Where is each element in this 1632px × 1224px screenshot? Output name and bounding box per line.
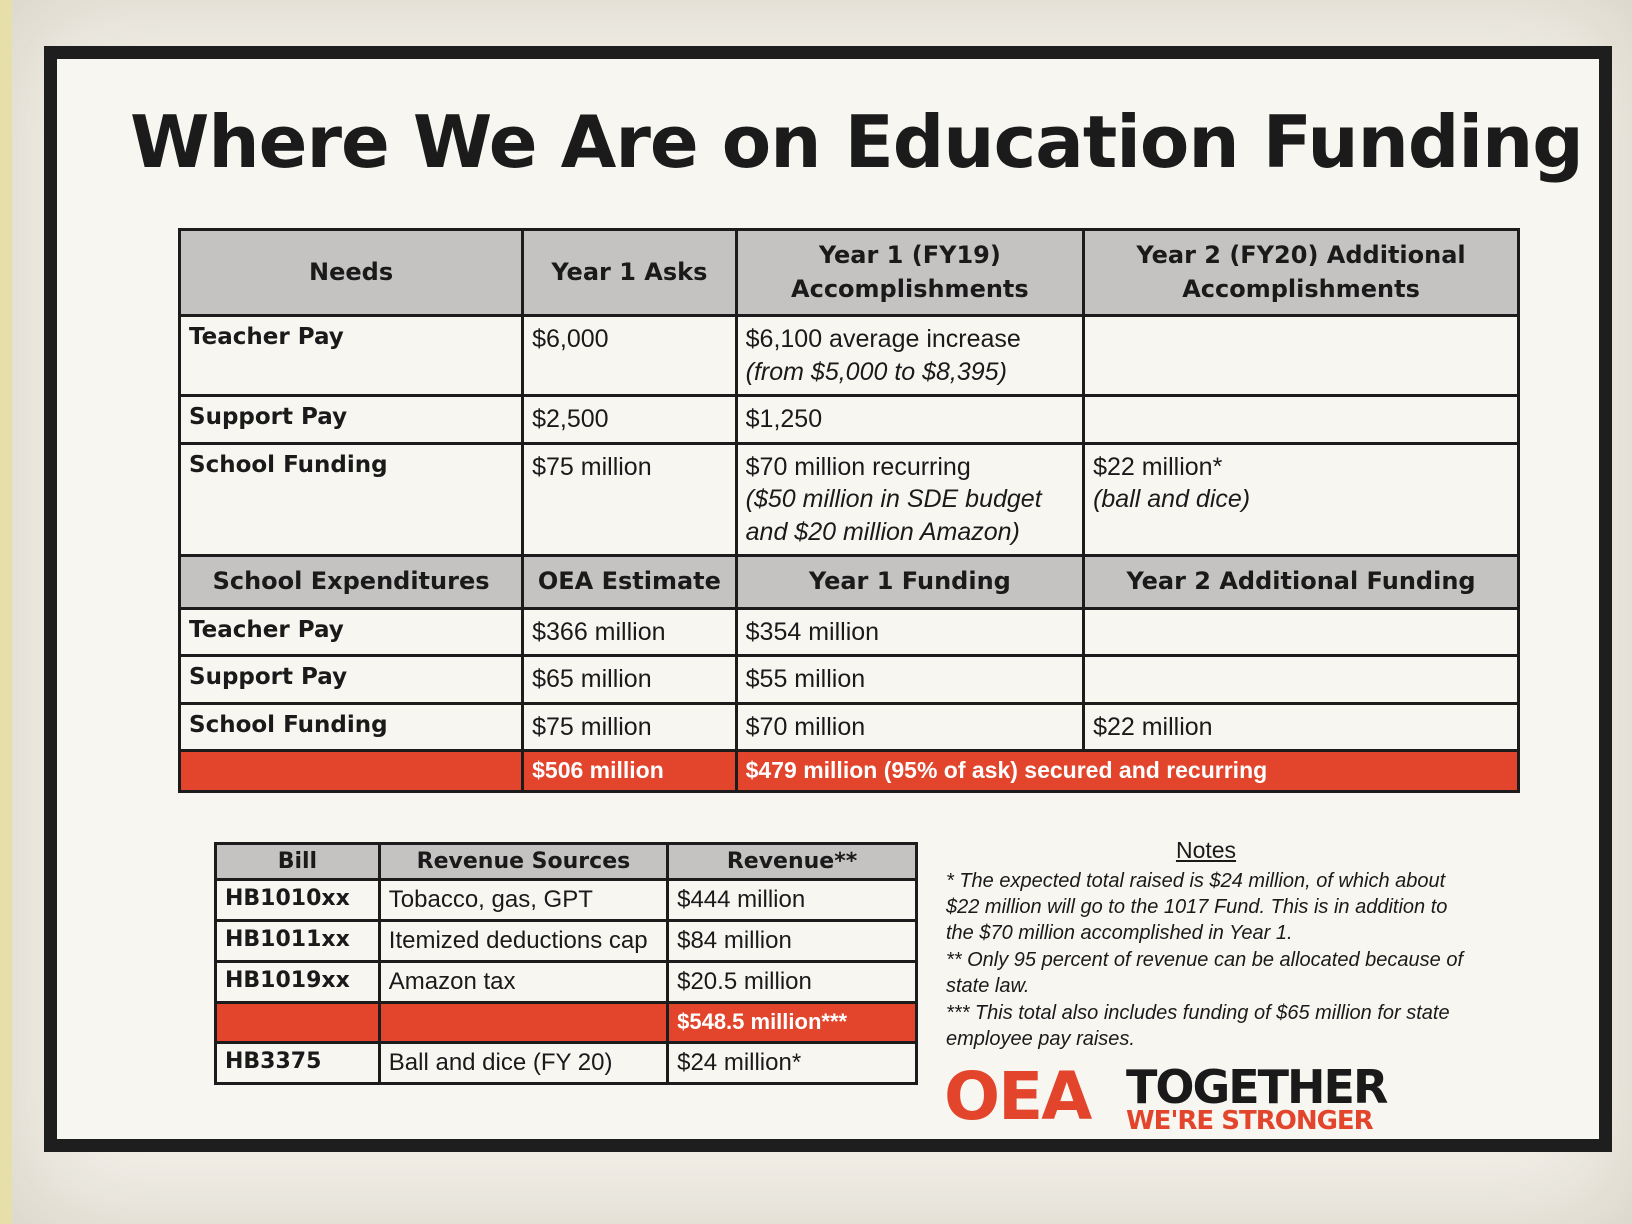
need-label: School Funding xyxy=(180,443,523,556)
table-row xyxy=(180,703,1519,751)
header-year1-accomplishments: Year 1 (FY19) Accomplishments xyxy=(736,230,1083,316)
expenditure-label: Teacher Pay xyxy=(180,608,523,656)
revenue-value: $20.5 million xyxy=(668,962,917,1003)
total-estimate: $506 million xyxy=(523,751,737,792)
ask-value: $2,500 xyxy=(523,396,737,444)
note-item: *** This total also includes funding of $65 million for state employee pay raises. xyxy=(946,1002,1450,1050)
need-label: Support Pay xyxy=(180,396,523,444)
header-school-expenditures: School Expenditures xyxy=(180,556,523,609)
notes-heading: Notes xyxy=(1175,837,1237,863)
year2-cell xyxy=(1084,396,1519,444)
year1-funding-value: $70 million xyxy=(736,703,1083,751)
table-row xyxy=(216,962,917,1003)
year2-funding-value xyxy=(1084,656,1519,704)
header-revenue: Revenue** xyxy=(668,844,917,880)
total-blank-cell xyxy=(180,751,523,792)
revenue-source: Itemized deductions cap xyxy=(379,921,667,962)
header-year2-accomplishments: Year 2 (FY20) Additional Accomplishments xyxy=(1084,230,1519,316)
bill-id: HB1011xx xyxy=(216,921,380,962)
year2-note: (ball and dice) xyxy=(1093,485,1251,514)
revenue-value: $444 million xyxy=(668,880,917,921)
year2-cell xyxy=(1084,443,1519,556)
revenue-value: $24 million* xyxy=(668,1043,917,1084)
revenue-total: $548.5 million*** xyxy=(668,1003,917,1043)
accomplishment-cell xyxy=(736,443,1083,556)
logo-stronger: WE'RE STRONGER xyxy=(1126,1106,1373,1136)
logo-oea-text: OEA xyxy=(944,1058,1091,1135)
header-year2-funding: Year 2 Additional Funding xyxy=(1084,556,1519,609)
total-blank-cell xyxy=(216,1003,380,1043)
bill-id: HB1019xx xyxy=(216,962,380,1003)
header-year1-funding: Year 1 Funding xyxy=(736,556,1083,609)
accomplishment-cell xyxy=(736,316,1083,396)
header-bill: Bill xyxy=(216,844,380,880)
table-row xyxy=(180,396,1519,444)
bill-id: HB3375 xyxy=(216,1043,380,1084)
header-needs: Needs xyxy=(180,230,523,316)
table-row xyxy=(180,656,1519,704)
table-row xyxy=(180,443,1519,556)
table-row xyxy=(180,316,1519,396)
header-oea-estimate: OEA Estimate xyxy=(523,556,737,609)
revenue-source: Tobacco, gas, GPT xyxy=(379,880,667,921)
accomplishment-value: $6,100 average increase xyxy=(745,325,1021,354)
estimate-value: $366 million xyxy=(523,608,737,656)
accomplishment-value: $70 million recurring xyxy=(745,452,971,481)
revenue-value: $84 million xyxy=(668,921,917,962)
accomplishment-cell xyxy=(736,396,1083,444)
need-label: Teacher Pay xyxy=(180,316,523,396)
expenditure-label: School Funding xyxy=(180,703,523,751)
logo-together: TOGETHER xyxy=(1126,1060,1387,1114)
poster-title: Where We Are on Education Funding xyxy=(130,100,1583,184)
header-year1-asks: Year 1 Asks xyxy=(523,230,737,316)
total-secured: $479 million (95% of ask) secured and recurring xyxy=(736,751,1518,792)
revenue-header-row xyxy=(216,844,917,880)
table-row xyxy=(216,1043,917,1084)
note-item: * The expected total raised is $24 million, of which about $22 million will go to the 1017 Fund. This is in addition to the $70 million accomplished in Year 1. xyxy=(946,870,1448,944)
notes-section xyxy=(946,836,1466,1055)
year2-funding-value: $22 million xyxy=(1084,703,1519,751)
revenue-total-row xyxy=(216,1003,917,1043)
estimate-value: $65 million xyxy=(523,656,737,704)
bill-id: HB1010xx xyxy=(216,880,380,921)
note-item: ** Only 95 percent of revenue can be allocated because of state law. xyxy=(946,949,1464,997)
total-row xyxy=(180,751,1519,792)
year1-funding-value: $55 million xyxy=(736,656,1083,704)
revenue-source: Amazon tax xyxy=(379,962,667,1003)
year2-funding-value xyxy=(1084,608,1519,656)
table-row xyxy=(216,921,917,962)
table-row xyxy=(180,608,1519,656)
accomplishment-note: ($50 million in SDE budget and $20 million Amazon) xyxy=(745,485,1042,546)
accomplishment-note: (from $5,000 to $8,395) xyxy=(745,357,1007,386)
estimate-value: $75 million xyxy=(523,703,737,751)
ask-value: $75 million xyxy=(523,443,737,556)
funding-table xyxy=(178,228,1520,793)
accomplishment-value: $1,250 xyxy=(745,405,823,434)
year1-funding-value: $354 million xyxy=(736,608,1083,656)
expenditure-label: Support Pay xyxy=(180,656,523,704)
year2-cell xyxy=(1084,316,1519,396)
total-blank-cell xyxy=(379,1003,667,1043)
expenditures-header-row xyxy=(180,556,1519,609)
table-row xyxy=(216,880,917,921)
year2-value: $22 million* xyxy=(1093,452,1223,481)
needs-header-row xyxy=(180,230,1519,316)
ask-value: $6,000 xyxy=(523,316,737,396)
revenue-table xyxy=(214,842,918,1085)
header-revenue-sources: Revenue Sources xyxy=(379,844,667,880)
oea-logo xyxy=(944,1058,1464,1138)
revenue-source: Ball and dice (FY 20) xyxy=(379,1043,667,1084)
